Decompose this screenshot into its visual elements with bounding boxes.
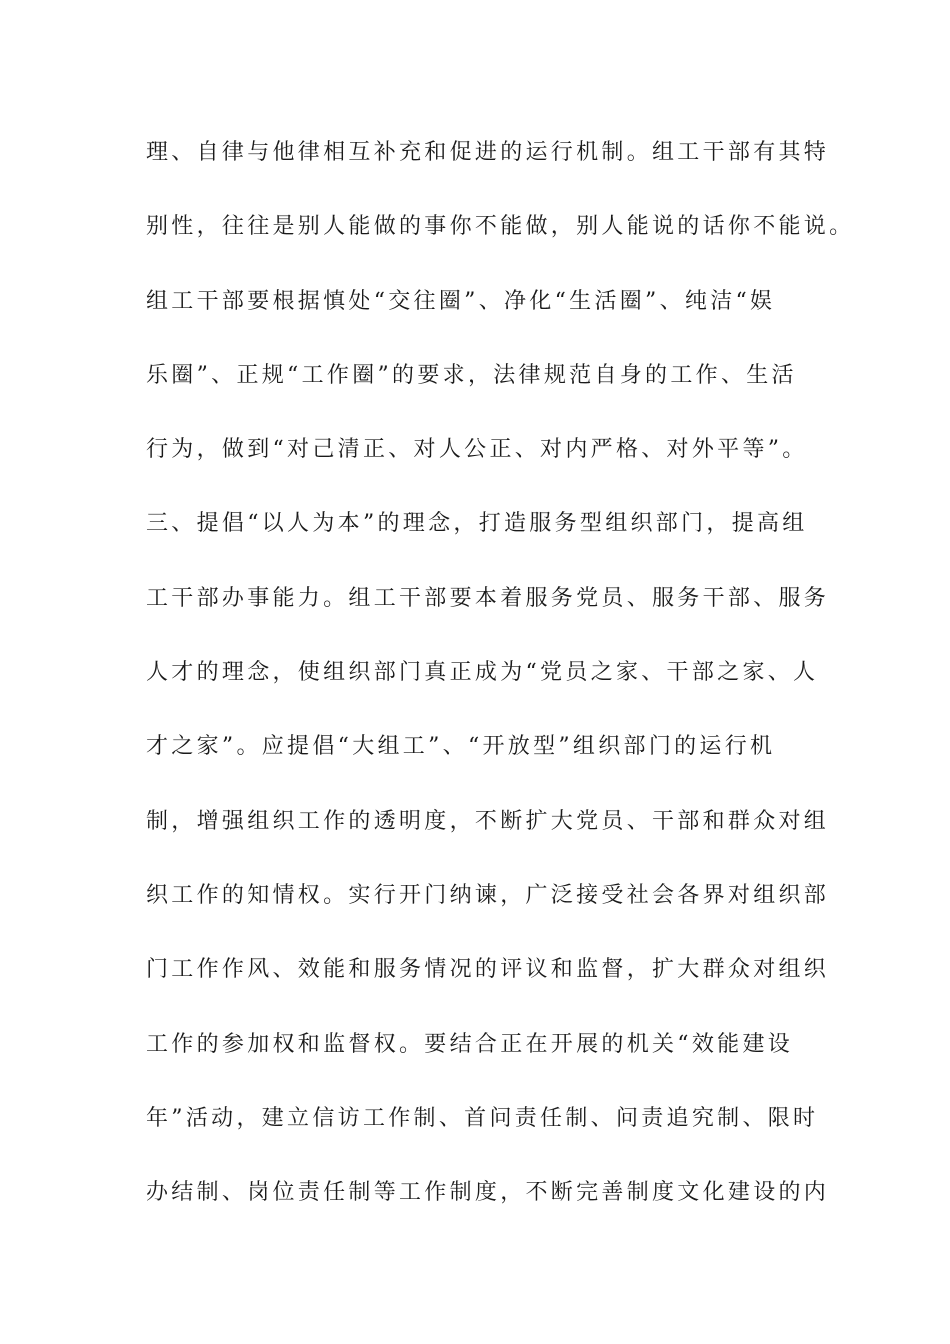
text-line: 组工干部要根据慎处“交往圈”、净化“生活圈”、纯洁“娱 xyxy=(146,288,776,314)
text-line: 别性，往往是别人能做的事你不能做，别人能说的话你不能说。 xyxy=(146,214,855,240)
text-line: 乐圈”、正规“工作圈”的要求，法律规范自身的工作、生活 xyxy=(146,362,797,388)
text-line: 工作的参加权和监督权。要结合正在开展的机关“效能建设 xyxy=(146,1031,794,1057)
text-line: 工干部办事能力。组工干部要本着服务党员、服务干部、服务 xyxy=(146,585,830,611)
section-heading-line: 三、提倡“以人为本”的理念，打造服务型组织部门，提高组 xyxy=(146,511,808,537)
text-line: 办结制、岗位责任制等工作制度，不断完善制度文化建设的内 xyxy=(146,1180,830,1206)
text-line: 织工作的知情权。实行开门纳谏，广泛接受社会各界对组织部 xyxy=(146,882,830,908)
text-line: 才之家”。应提倡“大组工”、“开放型”组织部门的运行机 xyxy=(146,734,776,760)
text-line: 人才的理念，使组织部门真正成为“党员之家、干部之家、人 xyxy=(146,660,819,686)
body-text xyxy=(146,132,855,1246)
text-line: 制，增强组织工作的透明度，不断扩大党员、干部和群众对组 xyxy=(146,808,830,834)
text-line: 门工作作风、效能和服务情况的评议和监督，扩大群众对组织 xyxy=(146,957,830,983)
text-line: 年”活动，建立信访工作制、首问责任制、问责追究制、限时 xyxy=(146,1105,819,1131)
text-line: 行为，做到“对己清正、对人公正、对内严格、对外平等”。 xyxy=(146,437,808,463)
text-line: 理、自律与他律相互补充和促进的运行机制。组工干部有其特 xyxy=(146,140,830,165)
